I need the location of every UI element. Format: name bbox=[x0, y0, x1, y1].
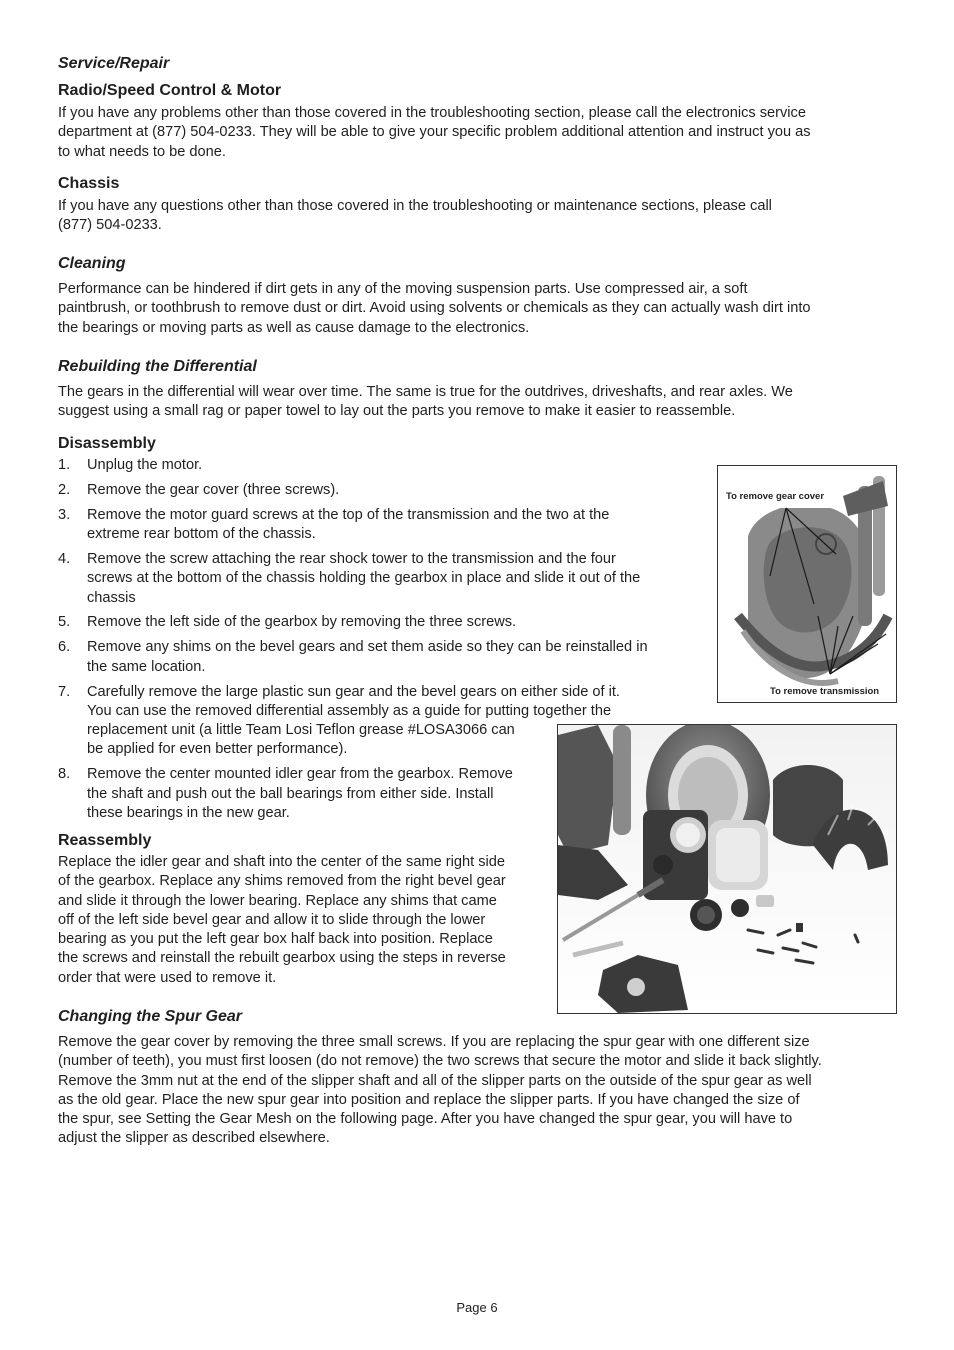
text-line: department at (877) 504-0233. They will be able to give your specific problem additional attention and instruct you as bbox=[58, 124, 811, 141]
step-line: screws at the bottom of the chassis holding the gearbox in place and slide it out of the bbox=[87, 570, 641, 587]
paragraph-radio bbox=[58, 104, 900, 162]
step-number: 3. bbox=[58, 506, 71, 523]
page-number: Page 6 bbox=[456, 1300, 498, 1315]
text-line: Performance can be hindered if dirt gets in any of the moving suspension parts. Use compressed air, a soft bbox=[58, 281, 748, 297]
paragraph-cleaning bbox=[58, 280, 900, 338]
step-number: 7. bbox=[58, 683, 71, 700]
step-item bbox=[58, 506, 718, 545]
text-line: the screws and reinstall the rebuilt gearbox using the steps in reverse bbox=[58, 950, 506, 967]
step-number: 6. bbox=[58, 639, 71, 656]
text-line: bearing as you put the left gear box half back into position. Replace bbox=[58, 931, 493, 948]
text-line: Remove the gear cover by removing the three small screws. If you are replacing the spur gear with one different size bbox=[58, 1034, 810, 1050]
step-number: 8. bbox=[58, 766, 71, 783]
step-line: extreme rear bottom of the chassis. bbox=[87, 526, 316, 543]
text-line: paintbrush, or toothbrush to remove dust or dirt. Avoid using solvents or chemicals as they can actually wash dirt into bbox=[58, 300, 811, 317]
step-line: chassis bbox=[87, 589, 136, 606]
step-line: Remove the screw attaching the rear shock tower to the transmission and the four bbox=[87, 550, 616, 567]
step-number: 5. bbox=[58, 614, 71, 631]
text-line: Remove the 3mm nut at the end of the slipper shaft and all of the slipper parts on the outside of the spur gear as well bbox=[58, 1072, 812, 1089]
subheading-radio-speed-control: Radio/Speed Control & Motor bbox=[58, 82, 282, 99]
paragraph-chassis bbox=[58, 197, 900, 236]
text-line: adjust the slipper as described elsewhere. bbox=[58, 1130, 330, 1147]
paragraph-spur-gear bbox=[58, 1033, 903, 1149]
step-line: Remove the left side of the gearbox by removing the three screws. bbox=[87, 614, 517, 631]
paragraph-rebuilding bbox=[58, 383, 900, 422]
text-line: and slide it through the lower bearing. Replace any shims that came bbox=[58, 892, 497, 909]
section-heading-cleaning: Cleaning bbox=[58, 255, 126, 272]
step-line: Unplug the motor. bbox=[87, 457, 203, 473]
subheading-chassis: Chassis bbox=[58, 175, 120, 192]
step-line: Carefully remove the large plastic sun gear and the bevel gears on either side of it. bbox=[87, 683, 620, 700]
step-number: 4. bbox=[58, 550, 71, 567]
step-item bbox=[58, 481, 718, 500]
subheading-disassembly: Disassembly bbox=[58, 435, 156, 452]
step-line: the same location. bbox=[87, 658, 206, 675]
figure-transmission-callouts bbox=[717, 465, 897, 703]
step-line: the shaft and push out the ball bearings from either side. Install bbox=[87, 785, 494, 802]
text-line: Replace the idler gear and shaft into the center of the same right side bbox=[58, 854, 505, 870]
text-line: If you have any problems other than those covered in the troubleshooting section, please call the electronics service bbox=[58, 105, 806, 121]
step-item bbox=[58, 638, 718, 677]
text-line: (number of teeth), you must first loosen (do not remove) the two screws that secure the motor and slide it back slightly. bbox=[58, 1053, 822, 1070]
step-line: Remove the gear cover (three screws). bbox=[87, 481, 340, 498]
text-line: of the gearbox. Replace any shims removed from the right bevel gear bbox=[58, 873, 506, 890]
step-item bbox=[58, 613, 718, 632]
text-line: the bearings or moving parts as well as cause damage to the electronics. bbox=[58, 319, 530, 336]
step-line: be applied for even better performance). bbox=[87, 741, 348, 758]
section-heading-spur-gear: Changing the Spur Gear bbox=[58, 1008, 243, 1025]
callout-gear-cover: To remove gear cover bbox=[726, 491, 825, 502]
step-line: Remove any shims on the bevel gears and set them aside so they can be reinstalled in bbox=[87, 639, 648, 656]
text-line: the spur, see Setting the Gear Mesh on the following page. After you have changed the spur gear, you will have to bbox=[58, 1111, 793, 1128]
text-line: off of the left side bevel gear and allow it to slide through the lower bbox=[58, 911, 486, 928]
step-item bbox=[58, 550, 718, 608]
step-line: replacement unit (a little Team Losi Teflon grease #LOSA3066 can bbox=[87, 722, 515, 739]
callout-transmission: To remove transmission bbox=[770, 686, 880, 697]
text-line: order that were used to remove it. bbox=[58, 969, 277, 986]
text-line: (877) 504-0233. bbox=[58, 217, 162, 234]
paragraph-reassembly bbox=[58, 853, 558, 988]
exploded-parts-photo bbox=[558, 725, 896, 1013]
step-number: 2. bbox=[58, 481, 71, 498]
step-line: these bearings in the new gear. bbox=[87, 804, 290, 821]
figure-exploded-gearbox bbox=[557, 724, 897, 1014]
step-line: You can use the removed differential assembly as a guide for putting together the bbox=[87, 702, 612, 719]
section-heading-service-repair: Service/Repair bbox=[58, 55, 170, 72]
text-line: If you have any questions other than those covered in the troubleshooting or maintenance sections, please call bbox=[58, 198, 772, 214]
section-heading-rebuilding: Rebuilding the Differential bbox=[58, 358, 257, 375]
step-item bbox=[58, 456, 718, 475]
text-line: as the old gear. Place the new spur gear into position and replace the slipper parts. If you have changed the size of bbox=[58, 1091, 800, 1108]
text-line: The gears in the differential will wear over time. The same is true for the outdrives, driveshafts, and rear axles. We bbox=[58, 384, 793, 400]
text-line: to what needs to be done. bbox=[58, 143, 226, 160]
step-number: 1. bbox=[58, 457, 71, 473]
step-line: Remove the center mounted idler gear from the gearbox. Remove bbox=[87, 766, 513, 783]
subheading-reassembly: Reassembly bbox=[58, 832, 152, 849]
text-line: suggest using a small rag or paper towel to lay out the parts you remove to make it easier to reassemble. bbox=[58, 403, 736, 420]
step-line: Remove the motor guard screws at the top of the transmission and the two at the bbox=[87, 506, 610, 523]
